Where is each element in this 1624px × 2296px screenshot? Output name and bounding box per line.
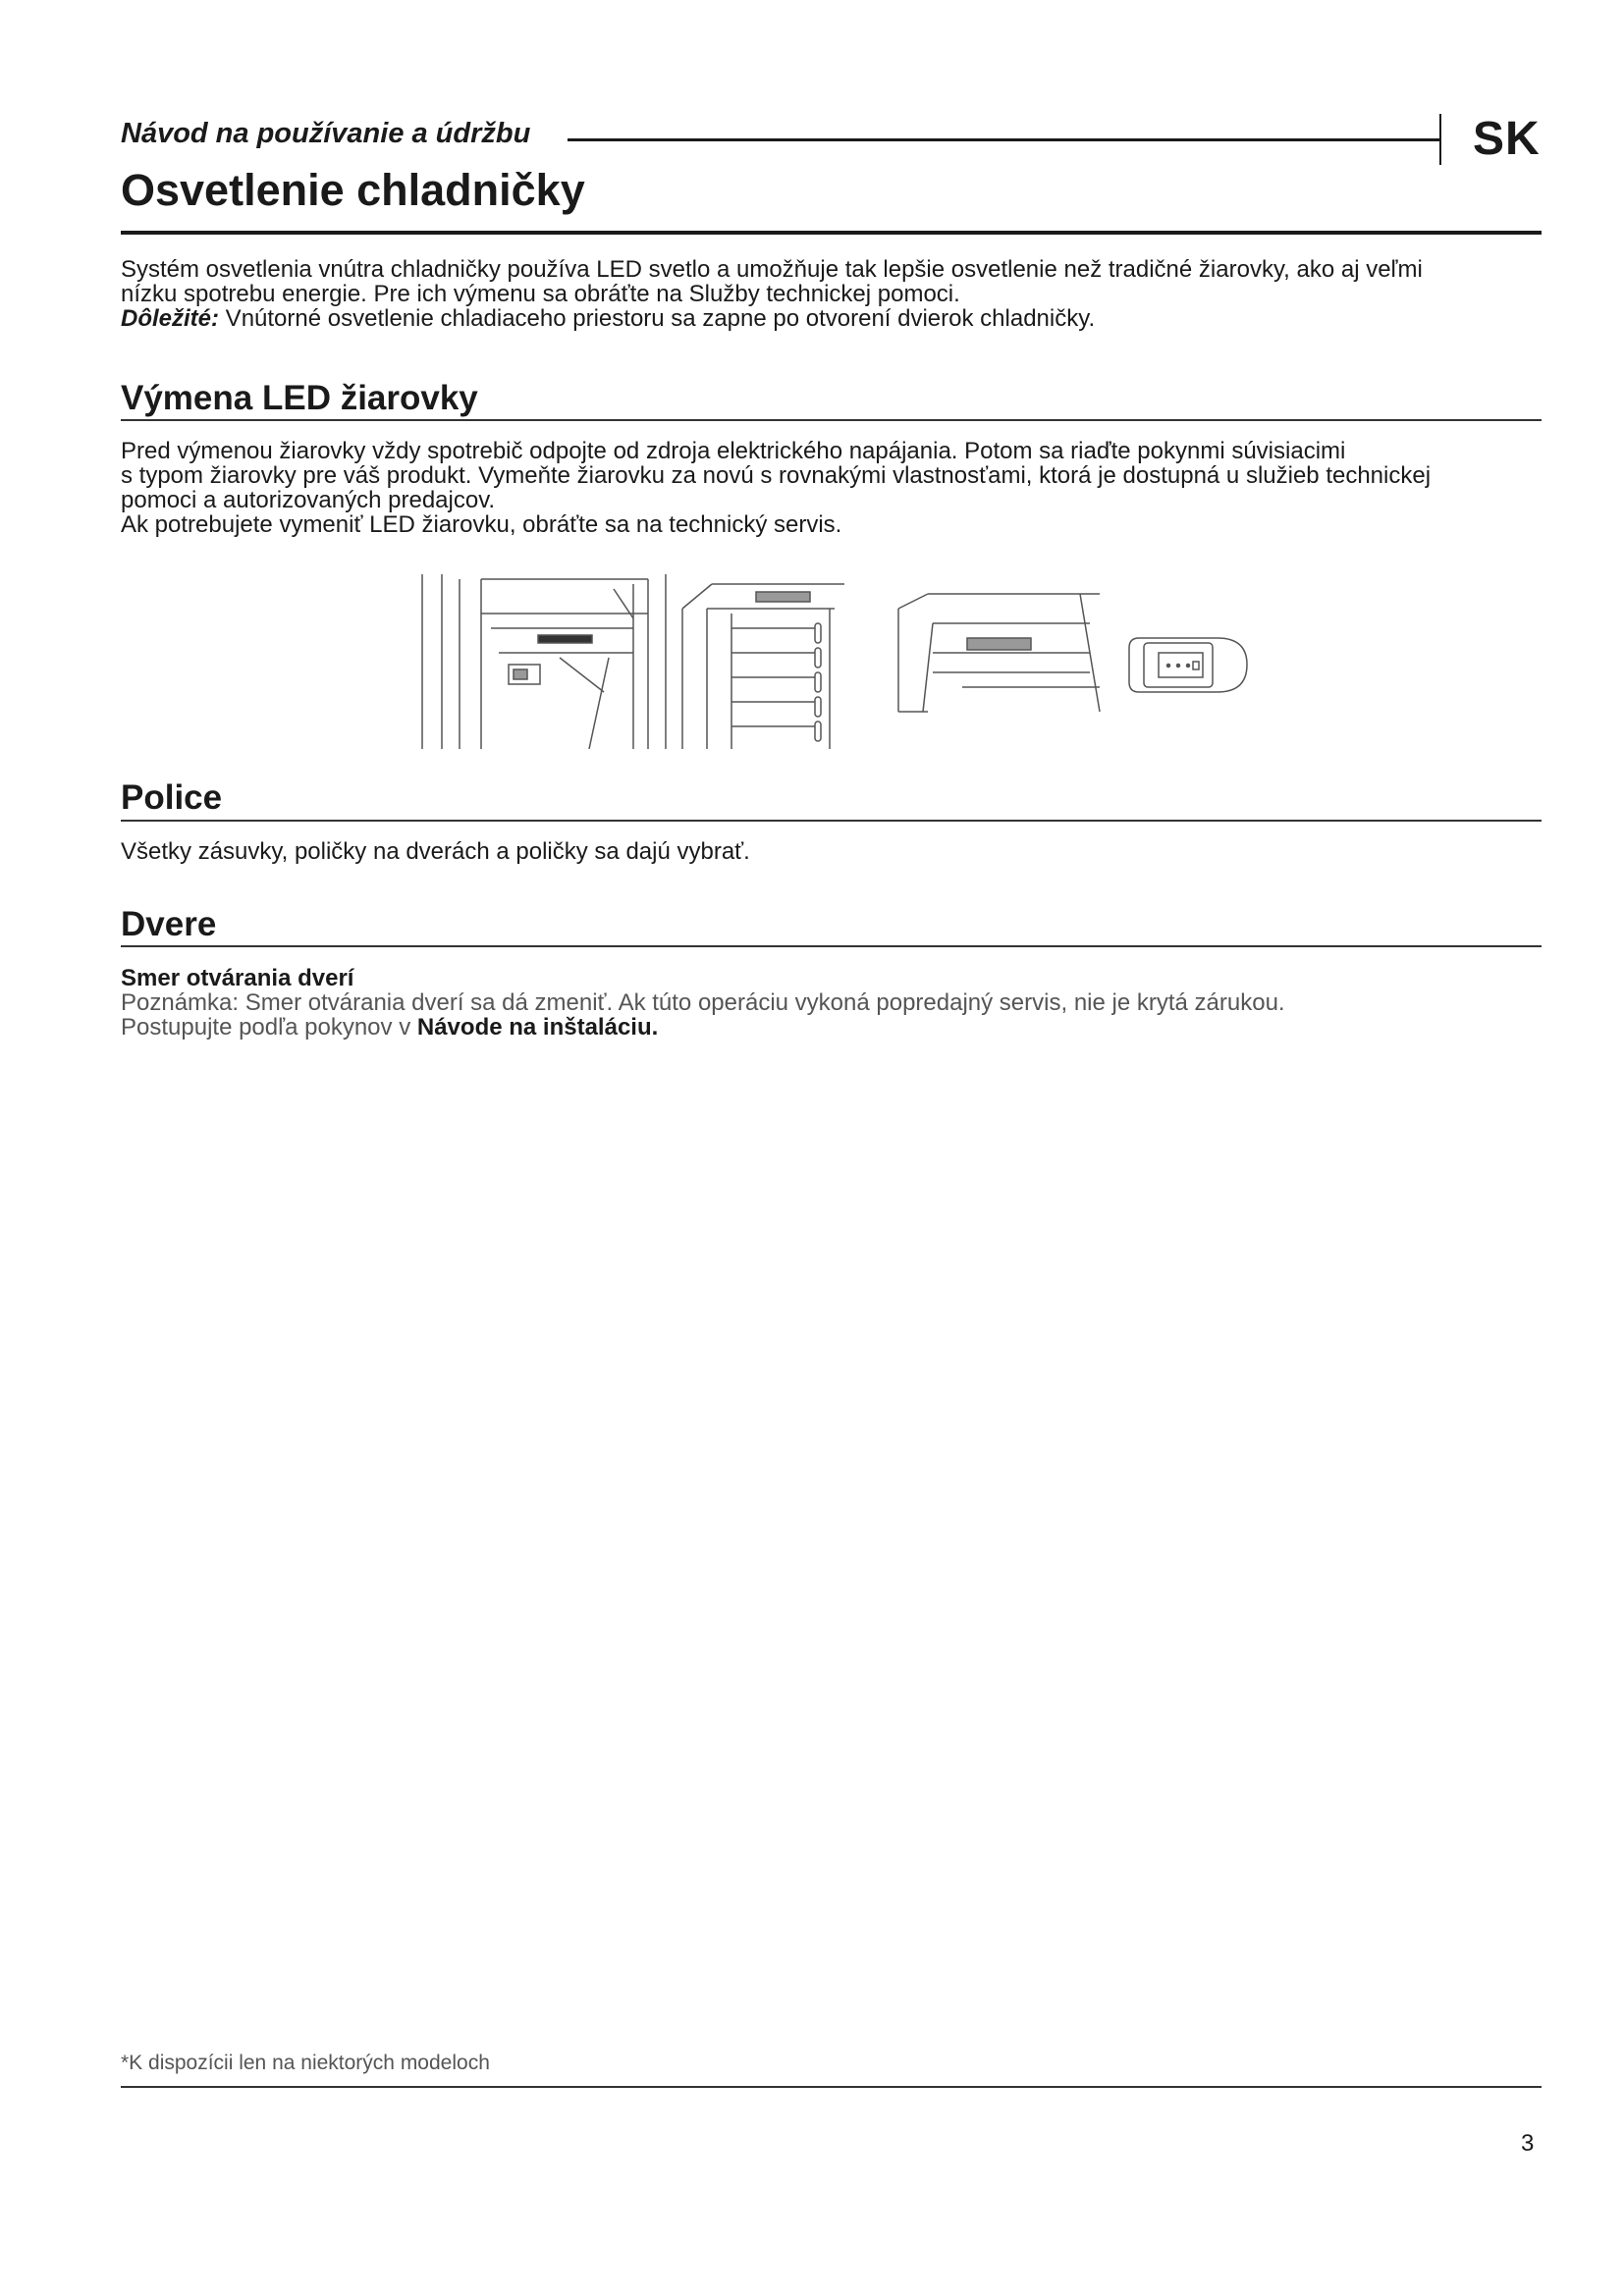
led-line-1: Pred výmenou žiarovky vždy spotrebič odpojte od zdroja elektrického napájania. Potom sa riaďte pokynmi súvisiacimi [121, 438, 1346, 464]
shelves-text: Všetky zásuvky, poličky na dverách a poličky sa dajú vybrať. [121, 838, 750, 865]
footer-rule [121, 2086, 1542, 2088]
intro-paragraph [121, 257, 1542, 331]
led-line-4: Ak potrebujete vymeniť LED žiarovku, obráťte sa na technický servis. [121, 511, 842, 538]
section-heading-shelves: Police [121, 778, 223, 817]
intro-line-2: nízku spotrebu energie. Pre ich výmenu sa obráťte na Služby technickej pomoci. [121, 281, 960, 307]
section-rule-doors [121, 945, 1542, 947]
important-text: Vnútorné osvetlenie chladiaceho priestoru sa zapne po otvorení dvierok chladničky. [219, 305, 1096, 332]
manual-subtitle: Návod na používanie a údržbu [121, 118, 531, 149]
section-rule-shelves [121, 820, 1542, 822]
led-line-2: s typom žiarovky pre váš produkt. Vymeňte žiarovku za novú s rovnakými vlastnosťami, ktorá je dostupná u služieb technickej [121, 462, 1432, 489]
fridge-interior-illustration [422, 574, 666, 749]
header-rule [568, 138, 1441, 141]
installation-guide-reference: Návode na inštaláciu. [416, 1014, 659, 1041]
doors-note: Poznámka: Smer otvárania dverí sa dá zmeniť. Ak túto operáciu vykoná popredajný servis, nie je krytá zárukou. [121, 989, 1285, 1016]
shelves-paragraph [121, 839, 1542, 864]
language-code: SK [1473, 113, 1541, 165]
section-heading-doors: Dvere [121, 905, 217, 943]
led-paragraph [121, 439, 1542, 537]
section-rule-led [121, 419, 1542, 421]
led-illustrations [412, 574, 1276, 751]
doors-instruction [121, 1015, 1542, 1040]
footnote: *K dispozícii len na niektorých modeloch [121, 2052, 490, 2074]
page-number: 3 [1521, 2130, 1535, 2157]
fridge-shelves-illustration [682, 584, 844, 749]
intro-line-1: Systém osvetlenia vnútra chladničky používa LED svetlo a umožňuje tak lepšie osvetlenie než tradičné žiarovky, ako aj veľmi [121, 256, 1423, 283]
important-label: Dôležité: [121, 305, 220, 332]
title-rule [121, 231, 1542, 235]
led-line-3: pomoci a autorizovaných predajcov. [121, 487, 496, 513]
doors-instruction-prefix: Postupujte podľa pokynov v [121, 1014, 417, 1041]
section-heading-led: Výmena LED žiarovky [121, 379, 478, 417]
header-tick [1439, 114, 1441, 165]
light-cover-illustration [898, 594, 1100, 712]
led-module-illustration [1129, 638, 1247, 692]
page-title: Osvetlenie chladničky [121, 165, 585, 215]
intro-important-line [121, 306, 1542, 331]
doors-paragraph [121, 966, 1542, 1040]
doors-subheading: Smer otvárania dverí [121, 965, 354, 991]
